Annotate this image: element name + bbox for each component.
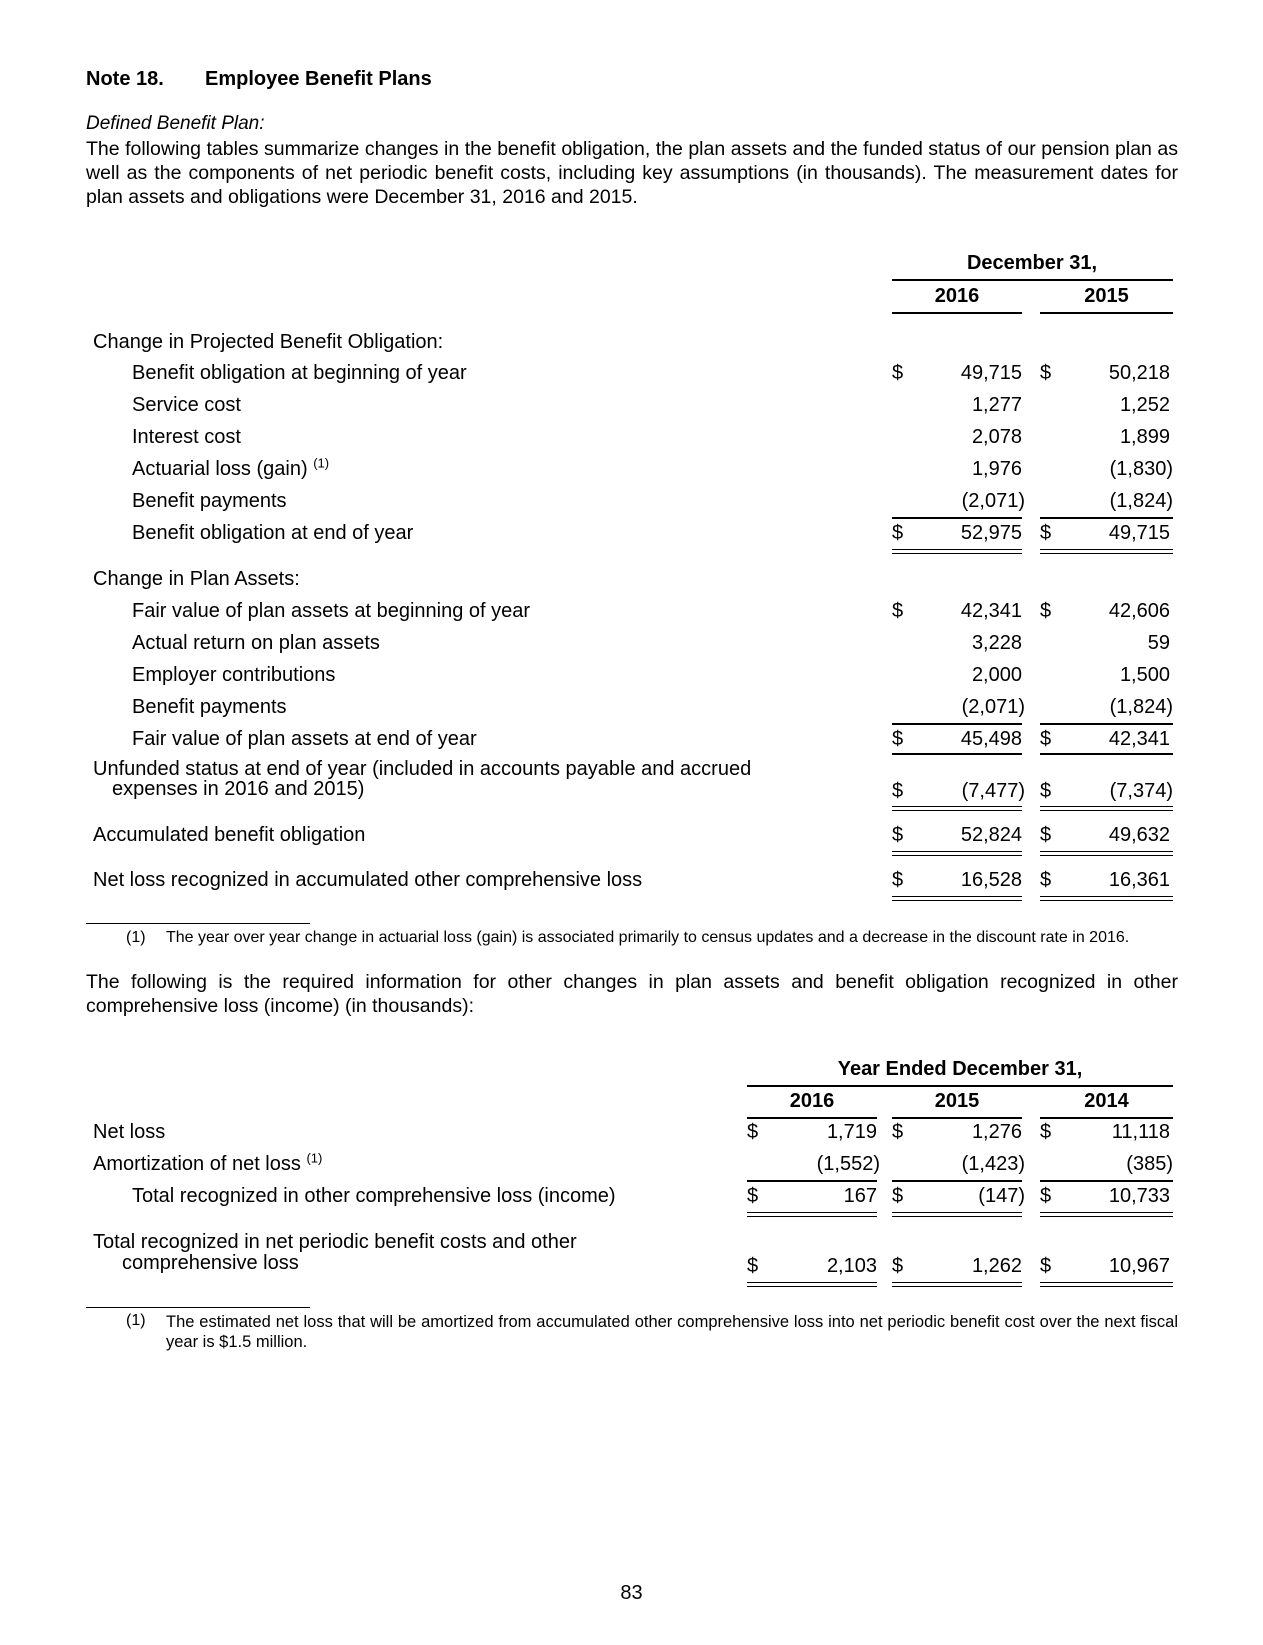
table1-year-2016: 2016: [934, 285, 980, 307]
table2-year-2015: 2015: [934, 1090, 980, 1112]
intro-paragraph: The following tables summarize changes in the benefit obligation, the plan assets and the funded status of our pension plan as well as the components of net periodic benefit costs, including key assumptions (in thousands). The measurement dates for plan assets and obligations were December 31, 2016 and 2015.: [86, 138, 1178, 208]
footnote-rule: [86, 923, 310, 924]
footnote-marker: (1): [306, 1150, 323, 1166]
section-subtitle: Defined Benefit Plan:: [86, 113, 265, 134]
footnote-marker: (1): [126, 1312, 146, 1329]
footnote-rule: [86, 1307, 310, 1308]
table1-header: December 31,: [966, 252, 1098, 274]
table2-year-2014: 2014: [1084, 1090, 1129, 1112]
note-number: Note 18.: [86, 68, 164, 90]
footnote-marker: (1): [126, 929, 146, 946]
footnote-marker: (1): [313, 455, 330, 471]
page-number: 83: [620, 1582, 643, 1604]
section-projected-benefit-obligation: Change in Projected Benefit Obligation:: [93, 331, 444, 353]
footnote-text: The year over year change in actuarial loss (gain) is associated primarily to census updates and a decrease in the discount rate in 2016.: [166, 929, 1130, 946]
section-plan-assets: Change in Plan Assets:: [93, 568, 300, 590]
table1-year-2015: 2015: [1084, 285, 1129, 307]
paragraph-other-changes: The following is the required information for other changes in plan assets and benefit obligation recognized in other comprehensive loss (income) (in thousands):: [86, 971, 1178, 1017]
table2-year-2016: 2016: [789, 1090, 835, 1112]
footnote-text: The estimated net loss that will be amortized from accumulated other comprehensive loss into net periodic benefit cost over the next fiscal year is $1.5 million.: [166, 1313, 1178, 1351]
note-title: Employee Benefit Plans: [205, 68, 432, 90]
table2-header: Year Ended December 31,: [837, 1058, 1083, 1080]
